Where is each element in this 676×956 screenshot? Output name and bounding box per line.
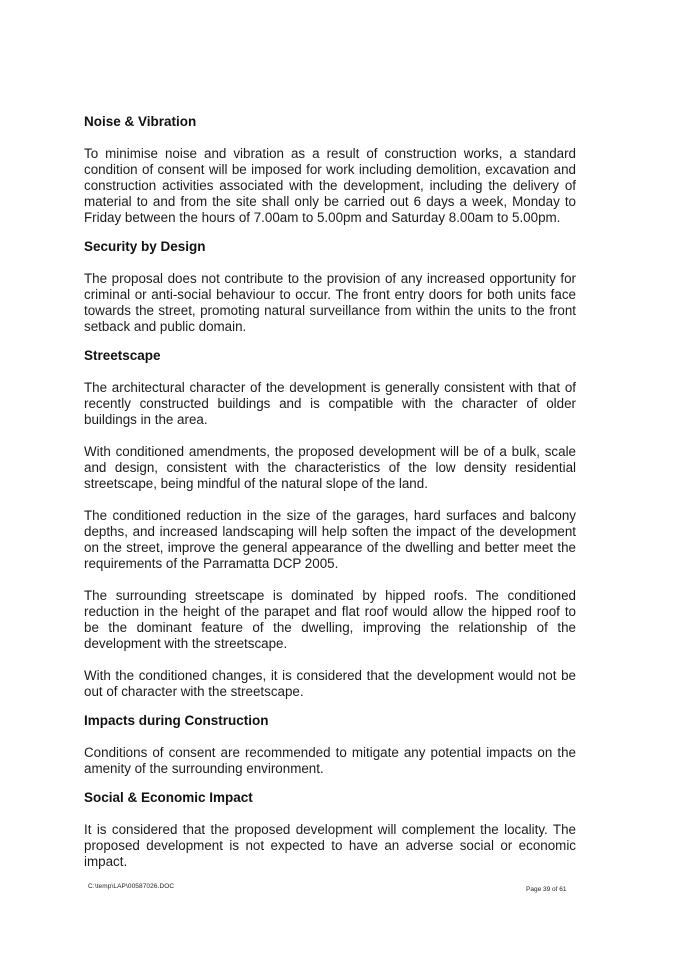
paragraph: The conditioned reduction in the size of the garages, hard surfaces and balcony depths, and increased landscaping will help soften the impact of the development on the street, improve the general appearance of the dwelling and better meet the requirements of the Parramatta DCP 2005. [84, 508, 576, 571]
paragraph: The surrounding streetscape is dominated by hipped roofs. The conditioned reduction in the height of the parapet and flat roof would allow the hipped roof to be the dominant feature of the dwelling, improving the relationship of the development with the streetscape. [84, 588, 576, 651]
section-impacts-during-construction [84, 712, 576, 777]
paragraph: It is considered that the proposed development will complement the locality. The proposed development is not expected to have an adverse social or economic impact. [84, 822, 576, 869]
paragraph: The proposal does not contribute to the provision of any increased opportunity for criminal or anti-social behaviour to occur. The front entry doors for both units face towards the street, promoting natural surveillance from within the units to the front setback and public domain. [84, 271, 576, 334]
paragraph: With conditioned amendments, the proposed development will be of a bulk, scale and design, consistent with the characteristics of the low density residential streetscape, being mindful of the natural slope of the land. [84, 444, 576, 491]
document-body [84, 113, 576, 882]
footer-page-number: Page 39 of 61 [526, 886, 567, 893]
section-heading: Security by Design [84, 239, 206, 254]
section-streetscape [84, 347, 576, 700]
paragraph: The architectural character of the development is generally consistent with that of recently constructed buildings and is compatible with the character of older buildings in the area. [84, 380, 576, 427]
section-security-by-design [84, 238, 576, 335]
section-heading: Streetscape [84, 348, 161, 363]
section-social-economic-impact [84, 789, 576, 870]
section-heading: Impacts during Construction [84, 713, 269, 728]
section-heading: Noise & Vibration [84, 114, 197, 129]
footer-file-path: C:\temp\LAP\00587026.DOC [88, 883, 175, 890]
paragraph: To minimise noise and vibration as a result of construction works, a standard condition of consent will be imposed for work including demolition, excavation and construction activities associated with the development, including the delivery of material to and from the site shall only be carried out 6 days a week, Monday to Friday between the hours of 7.00am to 5.00pm and Saturday 8.00am to 5.00pm. [84, 146, 576, 225]
section-noise-vibration [84, 113, 576, 226]
paragraph: With the conditioned changes, it is considered that the development would not be out of character with the streetscape. [84, 668, 576, 699]
section-heading: Social & Economic Impact [84, 790, 253, 805]
paragraph: Conditions of consent are recommended to mitigate any potential impacts on the amenity of the surrounding environment. [84, 745, 576, 776]
